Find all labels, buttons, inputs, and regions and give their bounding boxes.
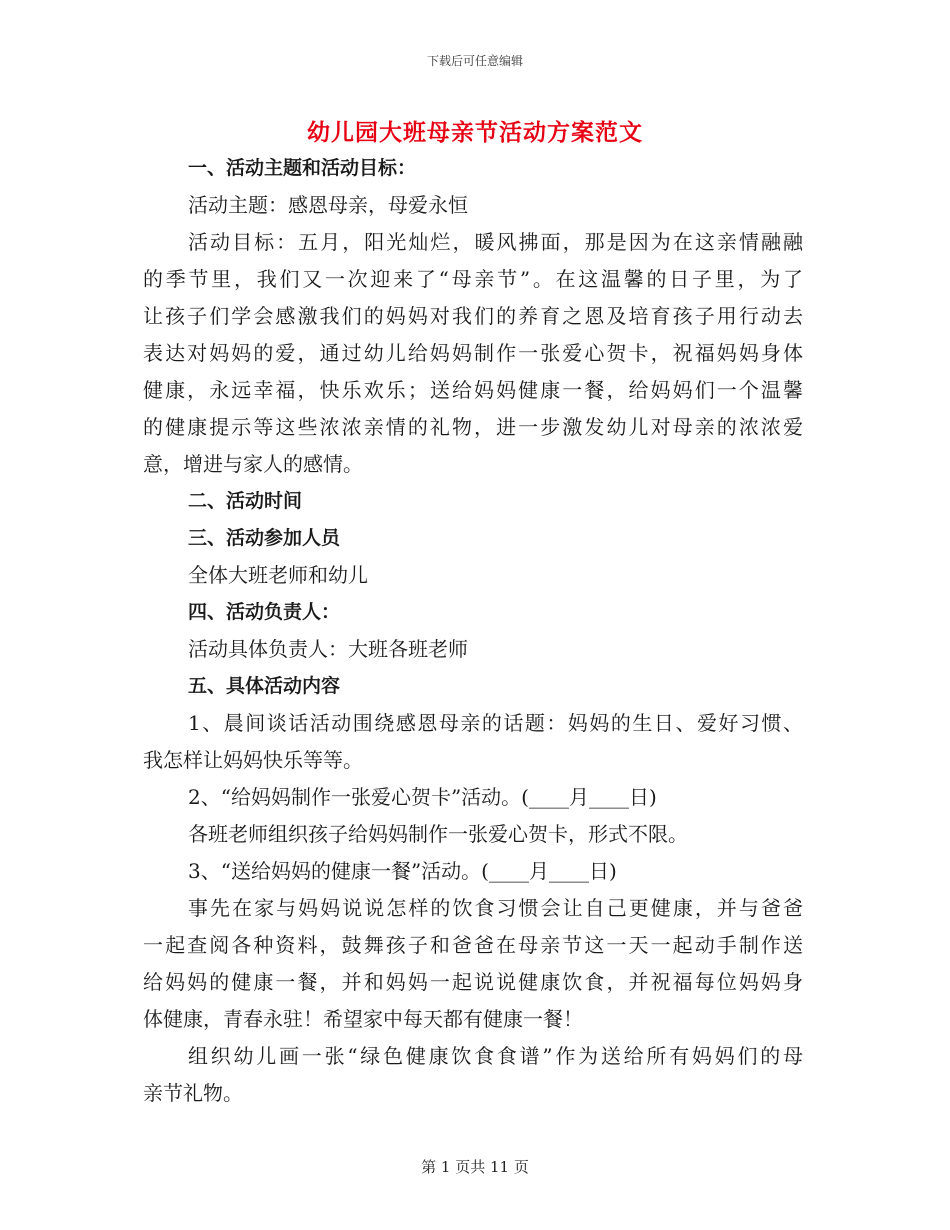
paragraph-line: 一起查阅各种资料，鼓舞孩子和爸爸在母亲节这一天一起动手制作送 [143, 933, 803, 957]
paragraph-line: 意，增进与家人的感情。 [143, 452, 363, 476]
paragraph-line: 表达对妈妈的爱，通过幼儿给妈妈制作一张爱心贺卡，祝福妈妈身体 [143, 341, 803, 365]
paragraph-line: 2、“给妈妈制作一张爱心贺卡”活动。(____月____日) [188, 785, 657, 809]
paragraph-line: 活动主题：感恩母亲，母爱永恒 [188, 193, 468, 217]
paragraph-line: 1、晨间谈话活动围绕感恩母亲的话题：妈妈的生日、爱好习惯、 [188, 711, 803, 735]
header-note: 下载后可任意编辑 [426, 54, 523, 68]
paragraph-line: 给妈妈的健康一餐，并和妈妈一起说说健康饮食，并祝福每位妈妈身 [143, 970, 803, 994]
paragraph-line: 组织幼儿画一张“绿色健康饮食食谱”作为送给所有妈妈们的母 [188, 1044, 803, 1068]
section-heading: 三、活动参加人员 [188, 527, 341, 549]
section-heading: 一、活动主题和活动目标： [188, 157, 417, 179]
document-body [143, 150, 803, 1112]
paragraph-line: 3、“送给妈妈的健康一餐”活动。(____月____日) [188, 859, 617, 883]
paragraph-line: 事先在家与妈妈说说怎样的饮食习惯会让自己更健康，并与爸爸 [188, 896, 803, 920]
paragraph-line: 活动目标：五月，阳光灿烂，暖风拂面，那是因为在这亲情融融 [188, 230, 803, 254]
paragraph-line: 体健康，青春永驻！希望家中每天都有健康一餐！ [143, 1007, 583, 1031]
paragraph-line: 各班老师组织孩子给妈妈制作一张爱心贺卡，形式不限。 [188, 822, 688, 846]
section-heading: 四、活动负责人： [188, 601, 341, 623]
paragraph-line: 活动具体负责人：大班各班老师 [188, 637, 468, 661]
document-title: 幼儿园大班母亲节活动方案范文 [307, 120, 643, 146]
paragraph-line: 的季节里，我们又一次迎来了“母亲节”。在这温馨的日子里，为了 [143, 267, 803, 291]
section-heading: 五、具体活动内容 [188, 675, 341, 697]
page-footer: 第 1 页共 11 页 [421, 1158, 529, 1176]
paragraph-line: 的健康提示等这些浓浓亲情的礼物，进一步激发幼儿对母亲的浓浓爱 [143, 415, 803, 439]
paragraph-line: 我怎样让妈妈快乐等等。 [143, 748, 363, 772]
section-heading: 二、活动时间 [188, 490, 303, 512]
paragraph-line: 让孩子们学会感激我们的妈妈对我们的养育之恩及培育孩子用行动去 [143, 304, 803, 328]
paragraph-line: 全体大班老师和幼儿 [188, 563, 368, 587]
paragraph-line: 健康，永远幸福，快乐欢乐；送给妈妈健康一餐，给妈妈们一个温馨 [143, 378, 803, 402]
paragraph-line: 亲节礼物。 [143, 1081, 243, 1105]
